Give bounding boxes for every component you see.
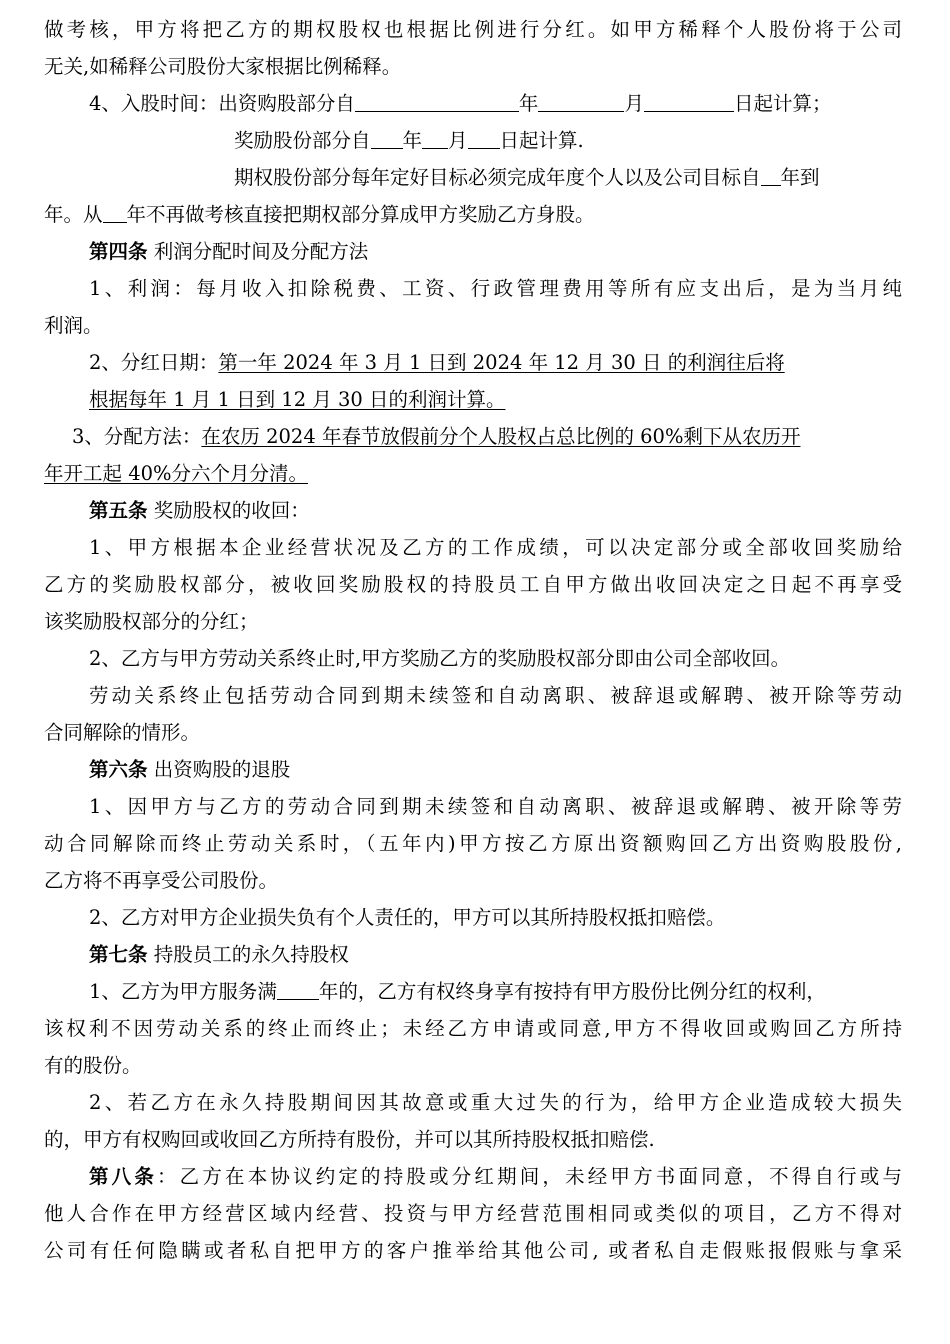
article-title: 奖励股权的收回： [147,499,310,522]
text-run: 年 [518,92,539,115]
text-run: 月 [448,129,468,152]
paragraph-line: 乙方将不再享受公司股份。 [44,869,279,892]
underlined-text: 第一年 2024 年 3 月 1 日到 2024 年 12 月 30 日 的利润往后将 [218,351,785,374]
text-run: 3、分配方法： [72,425,202,448]
paragraph-line: 动合同解除而终止劳动关系时，（五年内)甲方按乙方原出资额购回乙方出资购股股份, [44,832,902,855]
paragraph-line: 公司有任何隐瞒或者私自把甲方的客户推举给其他公司, 或者私自走假账报假账与拿采 [44,1239,902,1262]
text-run: 1、因甲方与乙方的劳动合同到期未续签和自动离职、被辞退或解聘、被开除等劳 [89,795,902,818]
blank-field [538,91,624,112]
paragraph-line [44,534,902,562]
paragraph-line: 做考核，甲方将把乙方的期权股权也根据比例进行分红。如甲方稀释个人股份将于公司 [44,18,902,41]
underlined-text: 根据每年 1 月 1 日到 12 月 30 日的利润计算。 [89,388,506,411]
article-6-heading [89,756,290,784]
article-7-heading [89,941,349,969]
blank-field [468,128,500,149]
paragraph-line: 该奖励股权部分的分红； [44,610,259,633]
text-run: 月 [624,92,644,115]
text-run: 2、分红日期： [89,351,219,374]
paragraph-line: 该权利不因劳动关系的终止而终止；未经乙方申请或同意,甲方不得收回或购回乙方所持 [44,1017,902,1040]
blank-field [644,91,734,112]
article-number: 第六条 [89,758,148,781]
paragraph-line [44,682,902,710]
paragraph-line: 的，甲方有权购回或收回乙方所持有股份，并可以其所持股权抵扣赔偿. [44,1128,655,1151]
text-run: ：乙方在本协议约定的持股或分红期间，未经甲方书面同意，不得自行或与 [157,1165,902,1188]
blank-field [371,128,403,149]
paragraph-line [89,978,826,1006]
article-number: 第五条 [89,499,148,522]
article-title: 出资购股的退股 [147,758,291,781]
article-4-heading [89,238,368,266]
paragraph-line: 合同解除的情形。 [44,721,201,744]
paragraph-line: 他人合作在甲方经营区域内经营、投资与甲方经营范围相同或类似的项目，乙方不得对 [44,1202,902,1225]
underlined-text: 在农历 2024 年春节放假前分个人股权占总比例的 60%剩下从农历开 [201,425,801,448]
paragraph-line: 无关,如稀释公司股份大家根据比例稀释。 [44,55,402,78]
paragraph-line [44,201,595,229]
paragraph-line [44,1089,902,1117]
blank-field [103,202,127,223]
dividend-date-line [89,349,785,377]
text-run: 2、若乙方在永久持股期间因其故意或重大过失的行为，给甲方企业造成较大损失 [89,1091,902,1114]
text-run: 日起计算； [733,92,832,115]
text-run: 1、利润：每月收入扣除税费、工资、行政管理费用等所有应支出后，是为当月纯 [89,277,902,300]
share-entry-time-line [89,90,831,118]
text-run: 年。从 [44,203,103,226]
article-title: 利润分配时间及分配方法 [147,240,369,263]
text-run: 年的，乙方有权终身享有按持有甲方股份比例分红的权利， [318,980,826,1003]
text-run: 年不再做考核直接把期权部分算成甲方奖励乙方身股。 [126,203,595,226]
paragraph-line: 有的股份。 [44,1054,142,1077]
blank-field [761,165,781,186]
text-run: 1、乙方为甲方服务满 [89,980,277,1003]
distribution-method-line [72,423,801,451]
paragraph-line: 利润。 [44,314,103,337]
paragraph-line [44,275,902,303]
article-8-line [44,1163,902,1191]
text-run: 日起计算. [499,129,584,152]
paragraph-line [44,793,902,821]
article-number: 第八条 [89,1165,158,1188]
paragraph-line: 乙方的奖励股权部分，被收回奖励股权的持股员工自甲方做出收回决定之日起不再享受 [44,573,902,596]
blank-field [422,128,448,149]
text-run: 劳动关系终止包括劳动合同到期未续签和自动离职、被辞退或解聘、被开除等劳动 [89,684,902,707]
blank-field [355,91,519,112]
article-5-heading [89,497,310,525]
reward-share-time-line [234,127,584,155]
paragraph-line: 2、乙方与甲方劳动关系终止时,甲方奖励乙方的奖励股权部分即由公司全部收回。 [89,647,791,670]
text-run: 奖励股份部分自 [234,129,371,152]
article-title: 持股员工的永久持股权 [147,943,349,966]
text-run: 期权股份部分每年定好目标必须完成年度个人以及公司目标自 [234,166,761,189]
option-share-time-line [234,164,820,192]
text-run: 4、入股时间：出资购股部分自 [89,92,355,115]
underlined-text: 年开工起 40%分六个月分清。 [44,462,309,485]
article-number: 第七条 [89,943,148,966]
text-run: 年 [402,129,423,152]
text-run: 年到 [780,166,820,189]
paragraph-line: 2、乙方对甲方企业损失负有个人责任的，甲方可以其所持股权抵扣赔偿。 [89,906,726,929]
text-run: 1、甲方根据本企业经营状况及乙方的工作成绩，可以决定部分或全部收回奖励给 [89,536,902,559]
article-number: 第四条 [89,240,148,263]
blank-field [277,979,319,1000]
